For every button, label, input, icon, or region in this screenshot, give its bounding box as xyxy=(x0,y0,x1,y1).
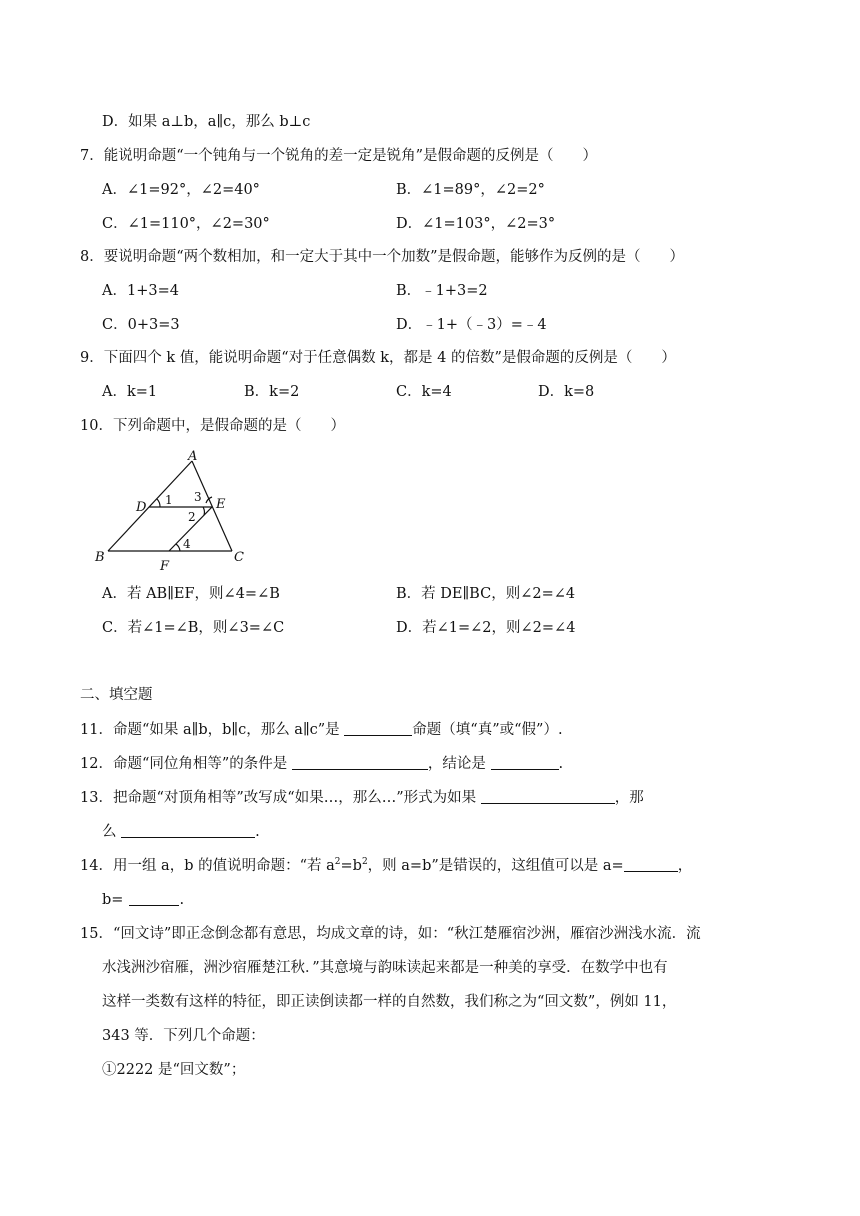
label-b: B xyxy=(95,550,105,565)
label-e: E xyxy=(216,497,226,512)
q10-stem: 10．下列命题中，是假命题的是（ ） xyxy=(80,418,345,434)
angle-label-2: 2 xyxy=(188,510,196,524)
q14-text-mid2: ，则 a=b”是错误的，这组值可以是 a= xyxy=(367,858,624,874)
q14-a-blank[interactable] xyxy=(624,856,678,872)
q9-option-a: A．k=1 xyxy=(102,384,158,400)
q12-condition-blank[interactable] xyxy=(292,754,428,770)
q15-line4: 343 等．下列几个命题： xyxy=(102,1028,265,1044)
q9-stem: 9．下面四个 k 值，能说明命题“对于任意偶数 k，都是 4 的倍数”是假命题的反例是（ ） xyxy=(80,350,676,366)
q14-line2 xyxy=(102,890,184,910)
q11-answer-blank[interactable] xyxy=(344,720,412,736)
q15-line2: 水浅洲沙宿雁，洲沙宿雁楚江秋．”其意境与韵味读起来都是一种美的享受．在数学中也有 xyxy=(102,960,668,976)
angle-label-3: 3 xyxy=(194,490,202,504)
q14-text-mid1: =b xyxy=(340,858,362,874)
label-d: D xyxy=(136,500,147,515)
q7-option-a: A．∠1=92°，∠2=40° xyxy=(102,182,260,198)
q14-line2-pre: b= xyxy=(102,892,124,908)
q13-text-pre: 13．把命题“对顶角相等”改写成“如果…，那么…”形式为如果 xyxy=(80,790,481,806)
q8-option-c: C．0+3=3 xyxy=(102,317,180,333)
q10-option-d: D．若∠1=∠2，则∠2=∠4 xyxy=(396,620,576,636)
q14-line1 xyxy=(80,856,692,876)
q13-if-blank[interactable] xyxy=(481,788,615,804)
angle-2-arc xyxy=(203,507,204,515)
q12-text-post: . xyxy=(558,756,564,772)
section-title-fill-in: 二、填空题 xyxy=(80,687,153,703)
q7-option-d: D．∠1=103°，∠2=3° xyxy=(396,216,556,232)
label-a: A xyxy=(188,449,198,464)
q14-exp-2: 2 xyxy=(361,857,368,868)
q7-option-b: B．∠1=89°，∠2=2° xyxy=(396,182,545,198)
q13-line2-pre: 么 xyxy=(102,824,122,840)
q13-line2 xyxy=(102,822,260,842)
q12-text-mid: ，结论是 xyxy=(427,756,491,772)
q11-text-pre: 11．命题“如果 a∥b，b∥c，那么 a∥c”是 xyxy=(80,722,345,738)
q15-item-1: ①2222 是“回文数”； xyxy=(102,1062,246,1078)
q10-option-b: B．若 DE∥BC，则∠2=∠4 xyxy=(396,586,576,602)
q9-option-c: C．k=4 xyxy=(396,384,452,400)
q7-option-c: C．∠1=110°，∠2=30° xyxy=(102,216,270,232)
q8-option-d: D．﹣1+（﹣3）=﹣4 xyxy=(396,317,547,333)
q12-conclusion-blank[interactable] xyxy=(491,754,559,770)
q13-then-blank[interactable] xyxy=(121,822,255,838)
q15-line3: 这样一类数有这样的特征，即正读倒读都一样的自然数，我们称之为“回文数”，例如 11， xyxy=(102,994,677,1010)
angle-label-4: 4 xyxy=(183,537,191,551)
q13-text-mid: ，那 xyxy=(614,790,644,806)
q7-stem: 7．能说明命题“一个钝角与一个锐角的差一定是锐角”是假命题的反例是（ ） xyxy=(80,148,598,164)
label-f: F xyxy=(160,559,170,574)
q8-stem: 8．要说明命题“两个数相加，和一定大于其中一个加数”是假命题，能够作为反例的是（ ） xyxy=(80,249,685,265)
angle-1-arc xyxy=(157,499,160,507)
q11 xyxy=(80,720,563,740)
q14-exp-1: 2 xyxy=(334,857,341,868)
q14-line2-post: . xyxy=(179,892,185,908)
q9-option-b: B．k=2 xyxy=(244,384,300,400)
q10-option-a: A．若 AB∥EF，则∠4=∠B xyxy=(102,586,280,602)
angle-label-1: 1 xyxy=(165,493,173,507)
angle-4-arc xyxy=(176,544,180,551)
side-ac xyxy=(192,461,232,551)
q14-b-blank[interactable] xyxy=(129,890,179,906)
triangle-figure xyxy=(94,448,254,574)
label-c: C xyxy=(234,550,244,565)
q15-line1: 15．“回文诗”即正念倒念都有意思，均成文章的诗，如：“秋江楚雁宿沙洲，雁宿沙洲浅水流．流 xyxy=(80,926,701,942)
q13-text-post: . xyxy=(255,824,260,840)
q6-option-d: D．如果 a⊥b，a∥c，那么 b⊥c xyxy=(102,114,311,130)
q14-text-pre: 14．用一组 a，b 的值说明命题：“若 a xyxy=(80,858,335,874)
q13-line1 xyxy=(80,788,644,808)
q8-option-b: B．﹣1+3=2 xyxy=(396,283,488,299)
side-ab xyxy=(108,461,192,551)
q10-option-c: C．若∠1=∠B，则∠3=∠C xyxy=(102,620,285,636)
q12-text-pre: 12．命题“同位角相等”的条件是 xyxy=(80,756,292,772)
q8-option-a: A．1+3=4 xyxy=(102,283,179,299)
q9-option-d: D．k=8 xyxy=(538,384,595,400)
q14-text-end: ， xyxy=(677,858,693,874)
q12 xyxy=(80,754,563,774)
q11-text-post: 命题（填“真”或“假”）. xyxy=(412,722,563,738)
